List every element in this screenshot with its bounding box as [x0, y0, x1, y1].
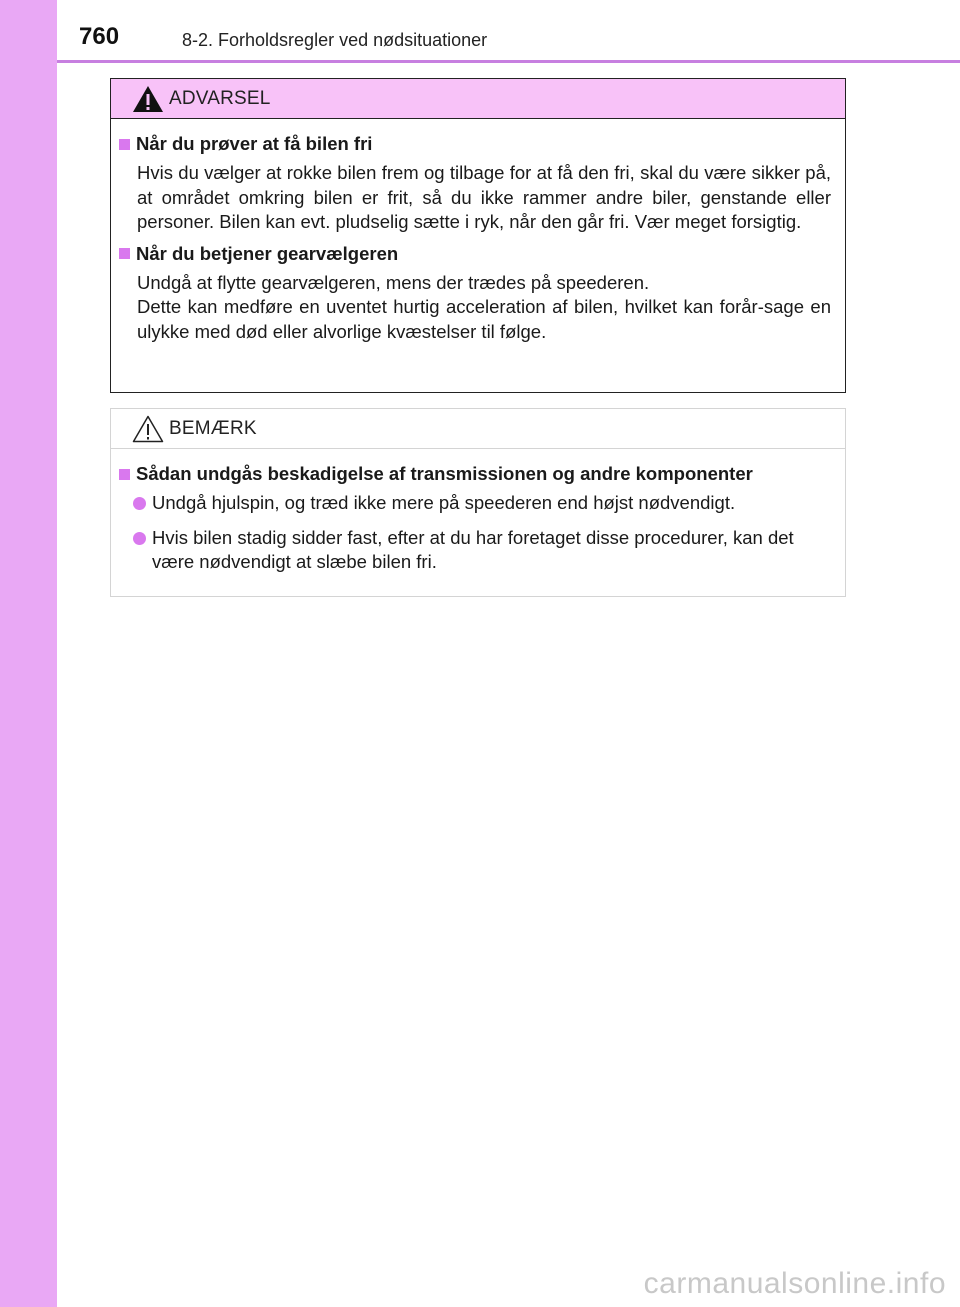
- round-bullet-icon: [133, 532, 146, 545]
- warning-item-heading-text: Når du prøver at få bilen fri: [136, 133, 373, 154]
- warning-triangle-icon: [131, 84, 165, 114]
- notice-title: BEMÆRK: [169, 417, 257, 439]
- warning-header: [111, 79, 845, 119]
- section-title: 8-2. Forholdsregler ved nødsituationer: [182, 30, 488, 50]
- square-bullet-icon: [119, 139, 130, 150]
- notice-box: [110, 408, 846, 597]
- warning-item-heading-text: Når du betjener gearvælgeren: [136, 242, 399, 264]
- square-bullet-icon: [119, 248, 130, 259]
- site-watermark: carmanualsonline.info: [643, 1267, 946, 1300]
- notice-item-heading: [119, 463, 831, 485]
- square-bullet-icon: [119, 469, 130, 480]
- warning-item-heading: [119, 243, 831, 265]
- header-divider: [57, 60, 960, 63]
- warning-box: [110, 78, 846, 393]
- warning-item-line: Dette kan medføre en uventet hurtig acceleration af bilen, hvilket kan forår-sage en ulykke med død eller alvorlige kvæstelser til følge.: [137, 296, 831, 342]
- notice-bullet-item: [119, 526, 831, 575]
- notice-bullet-item: [119, 491, 831, 516]
- notice-item-heading-text: Sådan undgås beskadigelse af transmissionen og andre komponenter: [136, 463, 753, 484]
- warning-body: [111, 119, 845, 344]
- round-bullet-icon: [133, 497, 146, 510]
- warning-item-heading: [119, 133, 831, 155]
- notice-bullet-text: Hvis bilen stadig sidder fast, efter at du har foretaget disse procedurer, kan det være nødvendigt at slæbe bilen fri.: [152, 526, 794, 572]
- page-number: 760: [79, 23, 120, 50]
- warning-item-line: Undgå at flytte gearvælgeren, mens der trædes på speederen.: [137, 271, 650, 293]
- warning-item-text: Hvis du vælger at rokke bilen frem og tilbage for at få den fri, skal du være sikker på, at området omkring bilen er frit, så du ikke rammer andre biler, genstande eller personer. Bilen kan evt. pludselig sætte i ryk, når den går fri. Vær meget forsigtig.: [137, 162, 831, 232]
- caution-triangle-icon: [131, 414, 165, 444]
- notice-body: [111, 449, 845, 575]
- warning-item-text: [119, 271, 831, 345]
- notice-bullet-text: Undgå hjulspin, og træd ikke mere på speederen end højst nødvendigt.: [152, 492, 736, 513]
- side-tab-band: [0, 0, 57, 1307]
- notice-header: [111, 409, 845, 449]
- warning-title: ADVARSEL: [169, 87, 271, 109]
